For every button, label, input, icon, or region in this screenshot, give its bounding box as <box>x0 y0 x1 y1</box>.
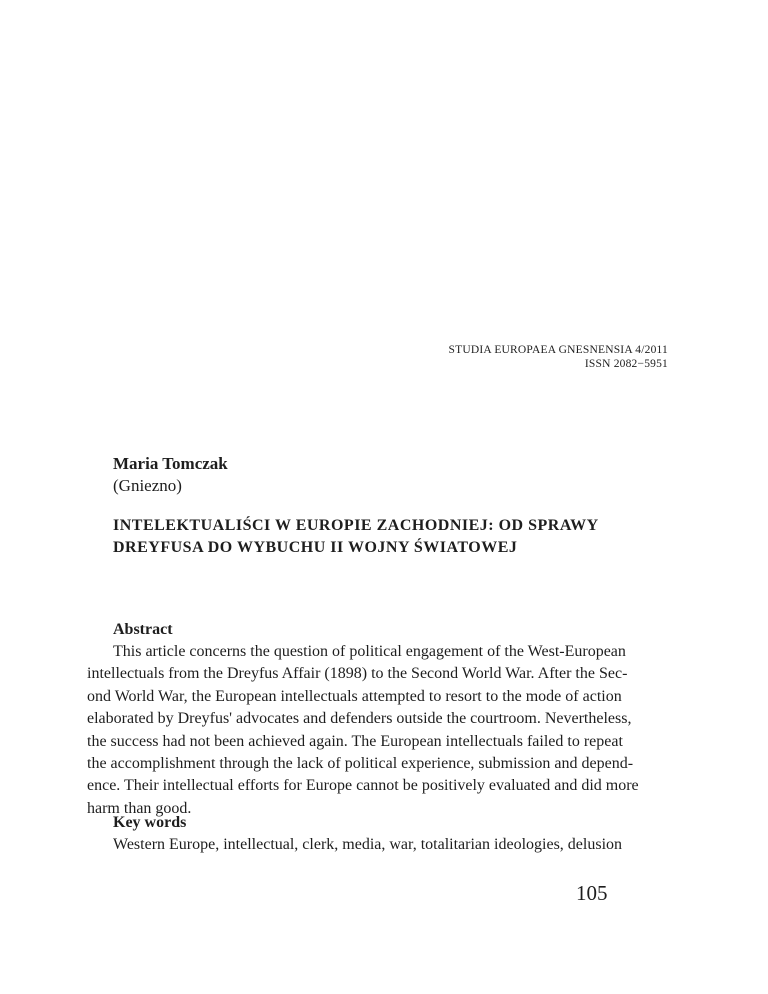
journal-header <box>449 343 668 371</box>
abstract-heading: Abstract <box>113 621 173 638</box>
abstract-line: the accomplishment through the lack of political experience, submission and depend- <box>87 755 634 773</box>
abstract-line: intellectuals from the Dreyfus Affair (1898) to the Second World War. After the Sec- <box>87 665 628 683</box>
author-block <box>113 453 228 497</box>
abstract-line: harm than good. <box>87 799 192 817</box>
abstract-body <box>87 641 640 820</box>
abstract-line: This article concerns the question of political engagement of the West-European <box>113 643 626 660</box>
keywords-text: Western Europe, intellectual, clerk, media, war, totalitarian ideologies, delusion <box>113 836 623 853</box>
journal-issn: ISSN 2082−5951 <box>584 358 668 370</box>
abstract-line: the success had not been achieved again. The European intellectuals failed to repeat <box>87 732 623 750</box>
journal-name: STUDIA EUROPAEA GNESNENSIA 4/2011 <box>448 344 668 356</box>
abstract-line: ence. Their intellectual efforts for Europe cannot be positively evaluated and did more <box>87 777 639 795</box>
keywords-heading: Key words <box>113 814 187 831</box>
article-title-line: DREYFUSA DO WYBUCHU II WOJNY ŚWIATOWEJ <box>113 539 518 556</box>
author-name: Maria Tomczak <box>113 454 228 473</box>
abstract-line: ond World War, the European intellectuals attempted to resort to the mode of action <box>87 687 622 705</box>
author-affiliation: (Gniezno) <box>113 476 182 495</box>
article-title <box>113 515 673 559</box>
article-title-line: INTELEKTUALIŚCI W EUROPIE ZACHODNIEJ: OD SPRAWY <box>113 517 599 534</box>
page-number: 105 <box>576 881 608 905</box>
abstract-line: elaborated by Dreyfus' advocates and defenders outside the courtroom. Nevertheless, <box>87 710 632 728</box>
